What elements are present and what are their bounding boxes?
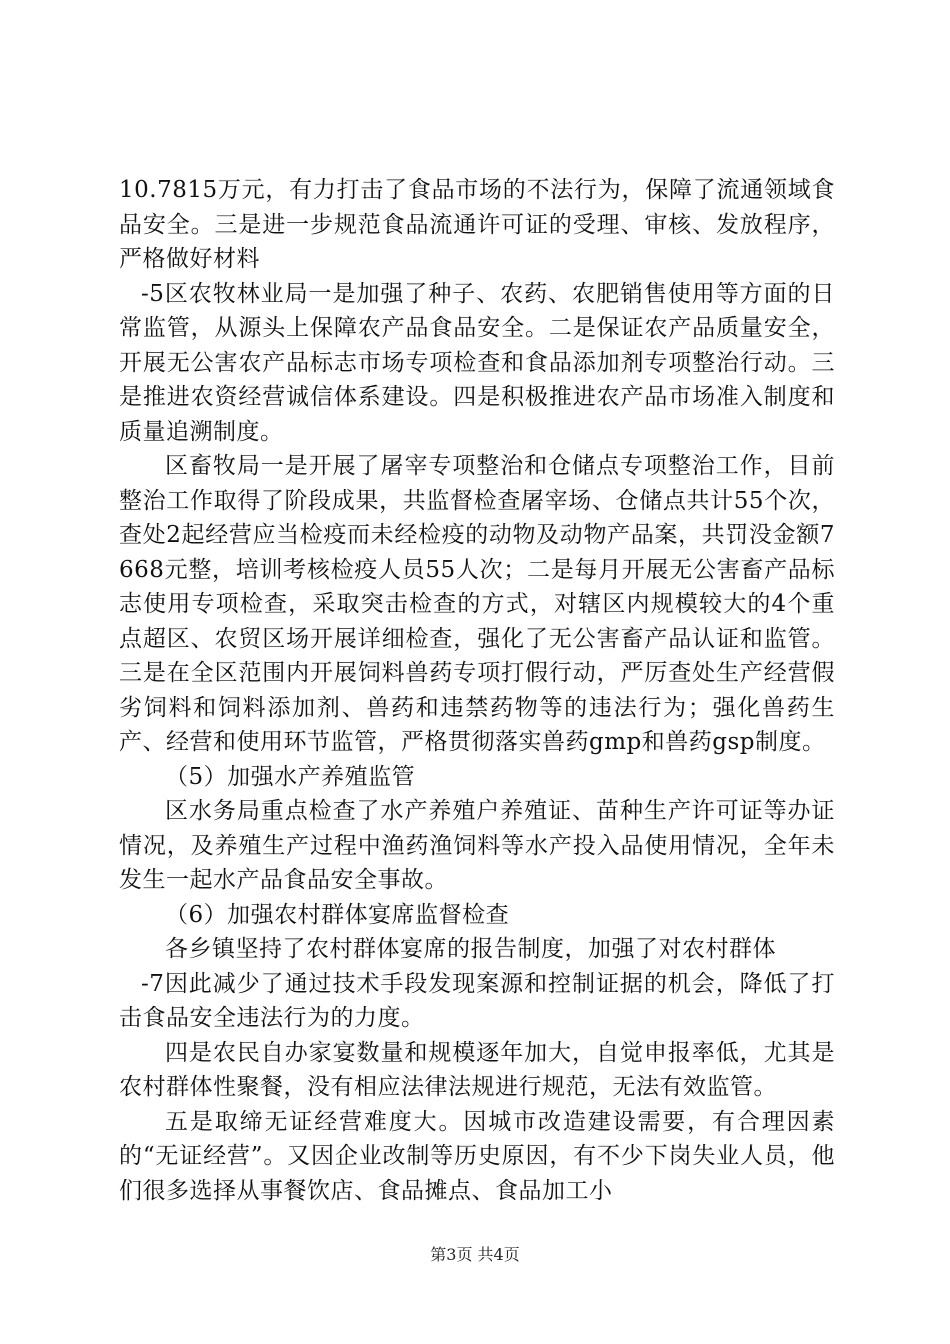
section-heading-5: （5）加强水产养殖监管 <box>165 763 416 790</box>
paragraph-8: 五是取缔无证经营难度大。因城市改造建设需要，有合理因素的“无证经营”。又因企业改制等历史原因，有不少下岗失业人员，他们很多选择从事餐饮店、食品摊点、食品加工小 <box>119 1108 835 1204</box>
paragraph-2: -5区农牧林业局一是加强了种子、农药、农肥销售使用等方面的日常监管，从源头上保障农产品食品安全。二是保证农产品质量安全，开展无公害农产品标志市场专项检查和食品添加剂专项整治行动。三是推进农资经营诚信体系建设。四是积极推进农产品市场准入制度和质量追溯制度。 <box>119 280 835 445</box>
paragraph-6: -7因此减少了通过技术手段发现案源和控制证据的机会，降低了打击食品安全违法行为的力度。 <box>119 970 835 1031</box>
paragraph-4: 区水务局重点检查了水产养殖户养殖证、苗种生产许可证等办证情况，及养殖生产过程中渔药渔饲料等水产投入品使用情况，全年未发生一起水产品食品安全事故。 <box>119 798 835 893</box>
paragraph-1: 10.7815万元，有力打击了食品市场的不法行为，保障了流通领域食品安全。三是进一步规范食品流通许可证的受理、审核、发放程序，严格做好材料 <box>119 177 835 272</box>
paragraph-7: 四是农民自办家宴数量和规模逐年加大，自觉申报率低，尤其是农村群体性聚餐，没有相应法律法规进行规范，无法有效监管。 <box>119 1039 835 1100</box>
section-heading-6: （6）加强农村群体宴席监督检查 <box>165 901 510 928</box>
document-body <box>119 173 835 1208</box>
paragraph-5: 各乡镇坚持了农村群体宴席的报告制度，加强了对农村群体 <box>165 936 776 962</box>
page-footer: 第3页 共4页 <box>430 1245 520 1264</box>
paragraph-3: 区畜牧局一是开展了屠宰专项整治和仓储点专项整治工作，目前整治工作取得了阶段成果，共监督检查屠宰场、仓储点共计55个次，查处2起经营应当检疫而未经检疫的动物及动物产品案，共罚没金额7668元整，培训考核检疫人员55人次；二是每月开展无公害畜产品标志使用专项检查，采取突击检查的方式，对辖区内规模较大的4个重点超区、农贸区场开展详细检查，强化了无公害畜产品认证和监管。三是在全区范围内开展饲料兽药专项打假行动，严厉查处生产经营假劣饲料和饲料添加剂、兽药和违禁药物等的违法行为；强化兽药生产、经营和使用环节监管，严格贯彻落实兽药gmp和兽药gsp制度。 <box>119 453 835 755</box>
